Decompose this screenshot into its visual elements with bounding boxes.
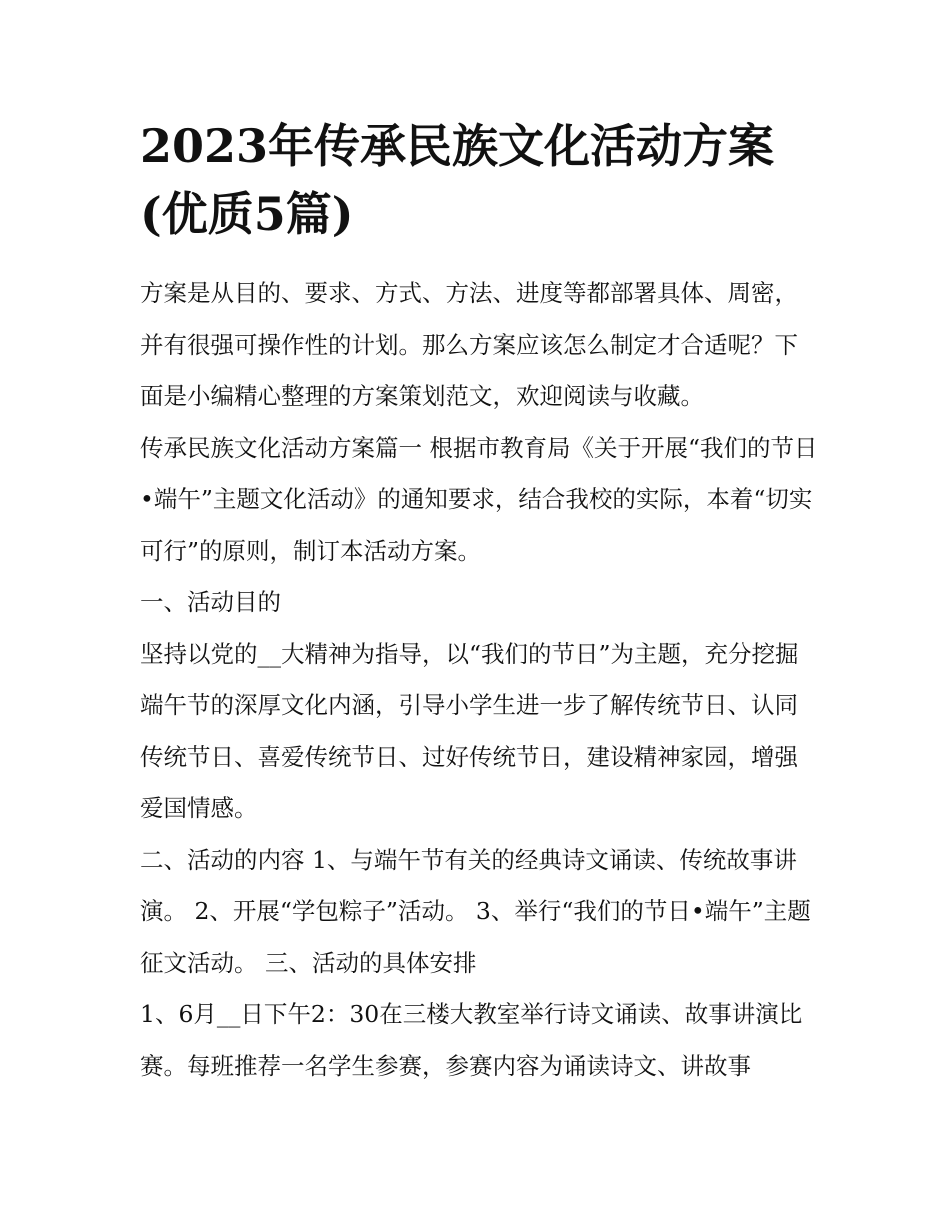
title-line-2: (优质5篇) [140,187,354,241]
heading-activity-purpose: 一、活动目的 [140,588,281,616]
paragraph-content: 二、活动的内容 1、与端午节有关的经典诗文诵读、传统故事讲演。 2、开展“学包粽子”活动。 3、举行“我们的节日•端午”主题征文活动。 三、活动的具体安排 [140,845,811,977]
document-body [140,268,820,1092]
paragraph-intro: 方案是从目的、要求、方式、方法、进度等都部署具体、周密，并有很强可操作性的计划。那么方案应该怎么制定才合适呢？下面是小编精心整理的方案策划范文，欢迎阅读与收藏。 [140,279,798,410]
paragraph-schedule: 1、6月__日下午2：30在三楼大教室举行诗文诵读、故事讲演比赛。每班推荐一名学生参赛，参赛内容为诵读诗文、讲故事 [140,1000,803,1080]
document-title [140,0,820,248]
paragraph-plan-one: 传承民族文化活动方案篇一 根据市教育局《关于开展“我们的节日•端午”主题文化活动》的通知要求，结合我校的实际，本着“切实可行”的原则，制订本活动方案。 [140,433,818,565]
paragraph-purpose: 坚持以党的__大精神为指导，以“我们的节日”为主题，充分挖掘端午节的深厚文化内涵，引导小学生进一步了解传统节日、认同传统节日、喜爱传统节日、过好传统节日，建设精神家园，增强爱国情感。 [140,639,799,822]
document-page [140,0,820,1092]
title-line-1: 2023年传承民族文化活动方案 [140,119,775,173]
